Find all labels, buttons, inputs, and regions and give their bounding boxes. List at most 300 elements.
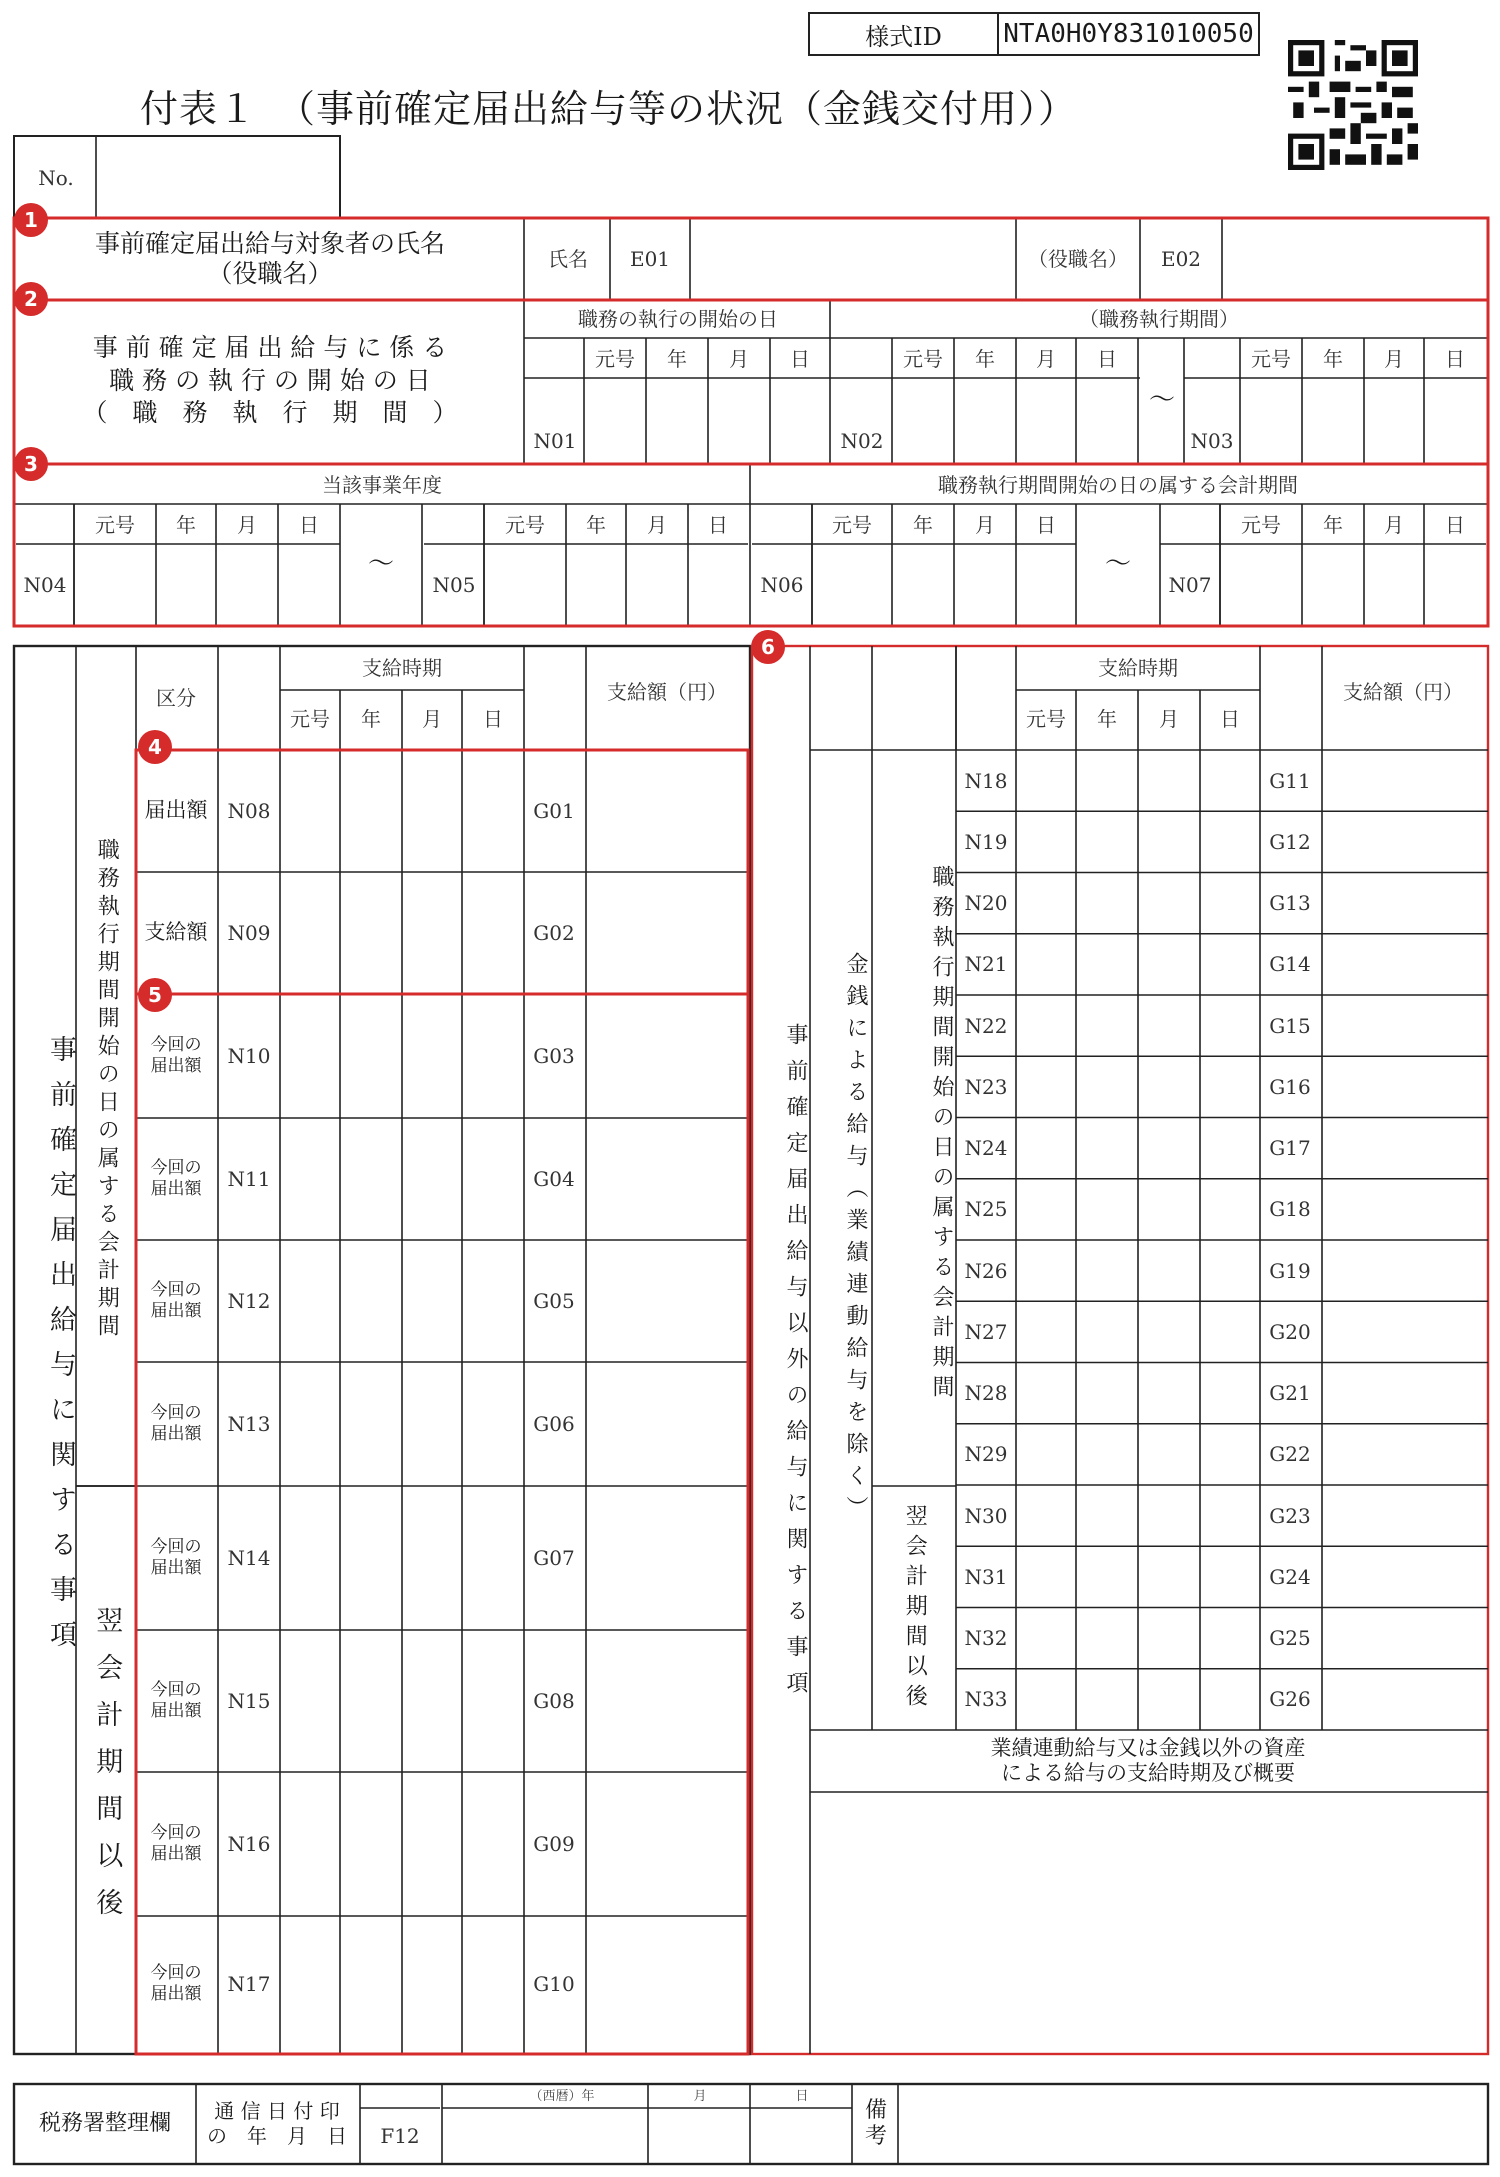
start-date-code-1: N01 (533, 429, 577, 453)
left-row-amount-input[interactable] (586, 1362, 748, 1486)
right-period-next: 翌会計期間以後 (902, 1504, 928, 1714)
right-row-n-code: N26 (964, 1258, 1008, 1283)
badge-5: 5 (138, 978, 172, 1012)
right-row-date-input[interactable] (1016, 1424, 1076, 1485)
right-row-amount-input[interactable] (1322, 1179, 1486, 1240)
right-row-date-input[interactable] (1138, 1669, 1200, 1730)
right-row-amount-input[interactable] (1322, 1669, 1486, 1730)
day-label: 日 (795, 2089, 809, 2105)
left-row-date-input[interactable] (340, 1240, 402, 1362)
left-row-date-input[interactable] (462, 1240, 524, 1362)
date-col-月: 月 (729, 347, 749, 371)
date-col-月: 月 (1384, 347, 1404, 371)
right-payment-time-header: 支給時期 (1098, 656, 1178, 680)
right-row-date-input[interactable] (1016, 811, 1076, 872)
right-row-date-input[interactable] (1138, 750, 1200, 811)
left-row-n-code: N09 (227, 921, 271, 945)
kubun-header: 区分 (156, 686, 196, 710)
right-row-date-input[interactable] (1016, 1179, 1076, 1240)
right-row-g-code: G19 (1269, 1258, 1311, 1283)
right-row-date-input[interactable] (1016, 1056, 1076, 1117)
left-payment-time-header: 支給時期 (362, 656, 442, 680)
date-input[interactable] (1302, 546, 1364, 624)
left-row-date-input[interactable] (340, 872, 402, 994)
left-row-n-code: N16 (227, 1832, 271, 1856)
accounting-period-header: 職務執行期間開始の日の属する会計期間 (938, 473, 1298, 497)
name-input[interactable] (690, 220, 1016, 298)
badge-2: 2 (14, 282, 48, 316)
date-col-元号: 元号 (95, 513, 135, 537)
right-row-date-input[interactable] (1076, 1240, 1138, 1301)
right-row-date-input[interactable] (1200, 750, 1260, 811)
date-input[interactable] (1220, 546, 1302, 624)
left-row-date-input[interactable] (280, 1118, 340, 1240)
right-row-date-input[interactable] (1016, 1608, 1076, 1669)
right-row-n-code: N20 (964, 891, 1008, 916)
left-amount-header: 支給額（円） (607, 680, 727, 704)
date-input[interactable] (1364, 546, 1424, 624)
badge-3: 3 (14, 447, 48, 481)
right-row-date-input[interactable] (1138, 1056, 1200, 1117)
left-row-date-input[interactable] (340, 1630, 402, 1772)
date-input[interactable] (1364, 380, 1424, 462)
date-input[interactable] (626, 546, 688, 624)
date-col-月: 月 (237, 513, 257, 537)
right-row-date-input[interactable] (1076, 1608, 1138, 1669)
right-row-g-code: G12 (1269, 829, 1311, 854)
right-row-date-input[interactable] (1016, 934, 1076, 995)
right-row-g-code: G23 (1269, 1503, 1311, 1528)
date-input[interactable] (892, 546, 954, 624)
right-row-date-input[interactable] (1076, 750, 1138, 811)
right-row-date-input[interactable] (1200, 1669, 1260, 1730)
date-input[interactable] (584, 380, 646, 462)
left-row-kubun: 今回の 届出額 (150, 1962, 202, 2004)
left-row-date-input[interactable] (340, 1772, 402, 1916)
form-id-label: 様式ID (810, 14, 999, 54)
right-row-n-code: N31 (964, 1564, 1008, 1589)
fiscal-code-2: N05 (432, 573, 476, 597)
left-row-amount-input[interactable] (586, 872, 748, 994)
date-input[interactable] (566, 546, 626, 624)
left-row-g-code: G10 (533, 1972, 575, 1996)
right-row-date-input[interactable] (1076, 1485, 1138, 1546)
date-col-年: 年 (913, 513, 933, 537)
left-row-date-input[interactable] (340, 1118, 402, 1240)
right-row-date-input[interactable] (1138, 1363, 1200, 1424)
left-row-amount-input[interactable] (586, 1630, 748, 1772)
office-label: 税務署整理欄 (38, 2110, 171, 2136)
right-row-amount-input[interactable] (1322, 1546, 1486, 1607)
left-date-col: 月 (422, 707, 442, 731)
tilde-separator: ～ (1148, 385, 1175, 416)
date-input[interactable] (770, 380, 830, 462)
date-col-年: 年 (586, 513, 606, 537)
right-row-amount-input[interactable] (1322, 1424, 1486, 1485)
outline-label: 業績連動給与又は金銭以外の資産 による給与の支給時期及び概要 (990, 1735, 1306, 1785)
badge-1: 1 (14, 203, 48, 237)
right-row-date-input[interactable] (1200, 811, 1260, 872)
stamp-code: F12 (380, 2124, 420, 2148)
right-row-date-input[interactable] (1200, 1240, 1260, 1301)
left-row-amount-input[interactable] (586, 750, 748, 872)
fiscal-code-3: N06 (760, 573, 804, 597)
date-col-日: 日 (1445, 347, 1465, 371)
right-row-g-code: G24 (1269, 1564, 1311, 1589)
right-row-amount-input[interactable] (1322, 1363, 1486, 1424)
no-input[interactable] (98, 140, 336, 215)
date-input[interactable] (1240, 380, 1302, 462)
right-row-g-code: G21 (1269, 1381, 1311, 1406)
left-row-kubun: 今回の 届出額 (150, 1679, 202, 1721)
left-row-date-input[interactable] (462, 1362, 524, 1486)
right-row-date-input[interactable] (1076, 1424, 1138, 1485)
date-col-月: 月 (1036, 347, 1056, 371)
right-row-date-input[interactable] (1138, 1179, 1200, 1240)
left-date-col: 元号 (290, 707, 330, 731)
right-row-g-code: G15 (1269, 1013, 1311, 1038)
left-period-current: 職務執行期間開始の日の属する会計期間 (94, 838, 120, 1342)
date-col-年: 年 (176, 513, 196, 537)
right-row-amount-input[interactable] (1322, 1240, 1486, 1301)
left-row-date-input[interactable] (402, 1362, 462, 1486)
left-row-date-input[interactable] (280, 1486, 340, 1630)
start-date-header: 職務の執行の開始の日 (578, 307, 778, 331)
right-row-n-code: N19 (964, 829, 1008, 854)
form-id-value: NTA0H0Y831010050 (1003, 19, 1254, 49)
date-input[interactable] (156, 546, 216, 624)
left-row-date-input[interactable] (280, 1362, 340, 1486)
fiscal-year-header: 当該事業年度 (322, 473, 442, 497)
right-row-date-input[interactable] (1200, 934, 1260, 995)
left-row-date-input[interactable] (462, 1118, 524, 1240)
right-row-amount-input[interactable] (1322, 1056, 1486, 1117)
left-row-g-code: G01 (533, 799, 575, 823)
right-row-amount-input[interactable] (1322, 1608, 1486, 1669)
left-row-date-input[interactable] (280, 872, 340, 994)
right-row-date-input[interactable] (1200, 1424, 1260, 1485)
right-row-date-input[interactable] (1076, 873, 1138, 934)
left-row-date-input[interactable] (340, 750, 402, 872)
fiscal-code-4: N07 (1168, 573, 1212, 597)
right-date-col: 月 (1159, 707, 1179, 731)
left-row-date-input[interactable] (402, 872, 462, 994)
date-col-元号: 元号 (595, 347, 635, 371)
left-row-date-input[interactable] (462, 1630, 524, 1772)
remarks-label: 備 考 (864, 2097, 887, 2149)
right-row-date-input[interactable] (1138, 995, 1200, 1056)
right-row-date-input[interactable] (1138, 1424, 1200, 1485)
right-row-date-input[interactable] (1076, 1546, 1138, 1607)
left-row-kubun: 支給額 (144, 920, 208, 945)
right-row-date-input[interactable] (1076, 1179, 1138, 1240)
position-input[interactable] (1222, 220, 1486, 298)
name-code: E01 (629, 247, 671, 271)
left-row-date-input[interactable] (280, 1916, 340, 2052)
right-row-date-input[interactable] (1076, 811, 1138, 872)
right-date-col: 年 (1097, 707, 1117, 731)
date-input[interactable] (1076, 380, 1138, 462)
right-row-date-input[interactable] (1016, 873, 1076, 934)
date-col-年: 年 (667, 347, 687, 371)
left-row-date-input[interactable] (402, 1772, 462, 1916)
right-row-date-input[interactable] (1076, 1363, 1138, 1424)
left-row-kubun: 今回の 届出額 (150, 1157, 202, 1199)
right-row-g-code: G20 (1269, 1319, 1311, 1344)
date-input[interactable] (688, 546, 748, 624)
right-amount-header: 支給額（円） (1343, 680, 1463, 704)
left-row-date-input[interactable] (280, 1772, 340, 1916)
date-col-年: 年 (1323, 347, 1343, 371)
date-col-年: 年 (1323, 513, 1343, 537)
date-input[interactable] (1016, 380, 1076, 462)
left-row-kubun: 届出額 (144, 798, 208, 823)
left-row-amount-input[interactable] (586, 1916, 748, 2052)
left-row-date-input[interactable] (280, 1240, 340, 1362)
left-row-kubun: 今回の 届出額 (150, 1279, 202, 1321)
tilde-separator: ～ (1104, 549, 1131, 580)
left-row-date-input[interactable] (402, 750, 462, 872)
right-row-g-code: G25 (1269, 1626, 1311, 1651)
form-title: 付表１ （事前確定届出給与等の状況（金銭交付用）） (140, 87, 1078, 131)
left-row-date-input[interactable] (280, 994, 340, 1118)
left-row-date-input[interactable] (462, 1916, 524, 2052)
date-col-日: 日 (708, 513, 728, 537)
right-row-amount-input[interactable] (1322, 811, 1486, 872)
right-row-date-input[interactable] (1076, 1301, 1138, 1362)
position-code: E02 (1160, 247, 1202, 271)
left-row-date-input[interactable] (462, 1772, 524, 1916)
right-row-n-code: N22 (964, 1013, 1008, 1038)
date-col-月: 月 (647, 513, 667, 537)
left-row-n-code: N08 (227, 799, 271, 823)
right-row-amount-input[interactable] (1322, 873, 1486, 934)
right-row-date-input[interactable] (1200, 1363, 1260, 1424)
date-input[interactable] (1424, 380, 1486, 462)
date-col-月: 月 (1384, 513, 1404, 537)
left-row-date-input[interactable] (340, 1362, 402, 1486)
right-row-g-code: G11 (1269, 768, 1311, 793)
right-row-amount-input[interactable] (1322, 995, 1486, 1056)
date-col-元号: 元号 (832, 513, 872, 537)
right-row-date-input[interactable] (1016, 750, 1076, 811)
right-row-date-input[interactable] (1200, 1546, 1260, 1607)
left-row-g-code: G08 (533, 1689, 575, 1713)
right-row-g-code: G16 (1269, 1074, 1311, 1099)
date-input[interactable] (892, 380, 954, 462)
name-label: 氏名 (548, 247, 588, 271)
date-col-日: 日 (299, 513, 319, 537)
left-row-g-code: G03 (533, 1044, 575, 1068)
date-input[interactable] (954, 546, 1016, 624)
fiscal-code-1: N04 (23, 573, 67, 597)
date-input[interactable] (1424, 546, 1486, 624)
date-col-日: 日 (1036, 513, 1056, 537)
right-row-amount-input[interactable] (1322, 1485, 1486, 1546)
stamp-date-input[interactable] (442, 2108, 852, 2162)
date-col-日: 日 (1097, 347, 1117, 371)
date-input[interactable] (484, 546, 566, 624)
left-row-kubun: 今回の 届出額 (150, 1402, 202, 1444)
date-input[interactable] (708, 380, 770, 462)
left-row-amount-input[interactable] (586, 1486, 748, 1630)
right-row-date-input[interactable] (1138, 934, 1200, 995)
date-input[interactable] (812, 546, 892, 624)
section1-label: 事前確定届出給与対象者の氏名 （役職名） (94, 229, 445, 288)
right-row-amount-input[interactable] (1322, 1118, 1486, 1179)
era-label: （西暦）年 (529, 2089, 595, 2105)
date-col-日: 日 (1445, 513, 1465, 537)
right-row-date-input[interactable] (1016, 1301, 1076, 1362)
right-row-date-input[interactable] (1200, 873, 1260, 934)
left-row-n-code: N10 (227, 1044, 271, 1068)
right-row-date-input[interactable] (1016, 1669, 1076, 1730)
left-row-amount-input[interactable] (586, 1240, 748, 1362)
right-row-date-input[interactable] (1076, 1056, 1138, 1117)
left-row-date-input[interactable] (462, 1486, 524, 1630)
left-row-date-input[interactable] (402, 1630, 462, 1772)
left-row-date-input[interactable] (402, 1118, 462, 1240)
right-row-date-input[interactable] (1200, 1056, 1260, 1117)
date-col-月: 月 (975, 513, 995, 537)
right-row-date-input[interactable] (1016, 995, 1076, 1056)
date-col-日: 日 (790, 347, 810, 371)
date-input[interactable] (74, 546, 156, 624)
right-date-col: 日 (1220, 707, 1240, 731)
right-row-date-input[interactable] (1016, 1240, 1076, 1301)
right-row-amount-input[interactable] (1322, 750, 1486, 811)
left-row-g-code: G06 (533, 1412, 575, 1436)
right-row-n-code: N33 (964, 1687, 1008, 1712)
right-row-n-code: N24 (964, 1136, 1008, 1161)
right-row-date-input[interactable] (1016, 1363, 1076, 1424)
left-row-kubun: 今回の 届出額 (150, 1536, 202, 1578)
left-row-n-code: N13 (227, 1412, 271, 1436)
date-col-年: 年 (975, 347, 995, 371)
left-row-date-input[interactable] (280, 750, 340, 872)
left-row-date-input[interactable] (340, 994, 402, 1118)
left-row-amount-input[interactable] (586, 994, 748, 1118)
left-row-g-code: G02 (533, 921, 575, 945)
right-row-date-input[interactable] (1016, 1118, 1076, 1179)
outline-input[interactable] (810, 1792, 1486, 2052)
right-row-amount-input[interactable] (1322, 934, 1486, 995)
left-row-g-code: G07 (533, 1546, 575, 1570)
date-col-元号: 元号 (903, 347, 943, 371)
left-row-kubun: 今回の 届出額 (150, 1822, 202, 1864)
right-row-date-input[interactable] (1138, 1608, 1200, 1669)
left-date-col: 日 (483, 707, 503, 731)
right-row-n-code: N27 (964, 1319, 1008, 1344)
left-row-n-code: N12 (227, 1289, 271, 1313)
left-row-amount-input[interactable] (586, 1118, 748, 1240)
stamp-label: 通 信 日 付 印 の 年 月 日 (207, 2099, 347, 2148)
left-row-date-input[interactable] (402, 1916, 462, 2052)
remarks-input[interactable] (900, 2086, 1486, 2162)
left-row-date-input[interactable] (340, 1916, 402, 2052)
badge-4: 4 (138, 730, 172, 764)
date-input[interactable] (1016, 546, 1076, 624)
left-row-g-code: G09 (533, 1832, 575, 1856)
right-row-date-input[interactable] (1138, 811, 1200, 872)
right-row-date-input[interactable] (1016, 1546, 1076, 1607)
month-label: 月 (693, 2089, 707, 2105)
start-date-code-3: N03 (1190, 429, 1234, 453)
right-row-date-input[interactable] (1016, 1485, 1076, 1546)
right-row-date-input[interactable] (1076, 995, 1138, 1056)
right-row-n-code: N29 (964, 1442, 1008, 1467)
tilde-separator: ～ (367, 549, 394, 580)
start-date-code-2: N02 (840, 429, 884, 453)
right-row-n-code: N30 (964, 1503, 1008, 1528)
left-row-g-code: G05 (533, 1289, 575, 1313)
right-row-n-code: N23 (964, 1074, 1008, 1099)
right-row-date-input[interactable] (1076, 1118, 1138, 1179)
left-date-col: 年 (361, 707, 381, 731)
right-row-date-input[interactable] (1138, 1240, 1200, 1301)
left-side-title: 事前確定届出給与に関する事項 (45, 1035, 76, 1665)
right-row-amount-input[interactable] (1322, 1301, 1486, 1362)
date-col-元号: 元号 (1241, 513, 1281, 537)
right-row-date-input[interactable] (1200, 1608, 1260, 1669)
right-row-date-input[interactable] (1200, 1118, 1260, 1179)
left-row-n-code: N11 (227, 1167, 271, 1191)
left-row-date-input[interactable] (280, 1630, 340, 1772)
right-row-g-code: G14 (1269, 952, 1311, 977)
right-row-date-input[interactable] (1138, 1546, 1200, 1607)
date-input[interactable] (646, 380, 708, 462)
left-row-date-input[interactable] (340, 1486, 402, 1630)
left-row-date-input[interactable] (462, 994, 524, 1118)
right-row-g-code: G17 (1269, 1136, 1311, 1161)
left-row-n-code: N14 (227, 1546, 271, 1570)
left-row-amount-input[interactable] (586, 1772, 748, 1916)
left-row-date-input[interactable] (402, 1486, 462, 1630)
right-row-date-input[interactable] (1076, 1669, 1138, 1730)
left-row-date-input[interactable] (462, 872, 524, 994)
right-date-col: 元号 (1026, 707, 1066, 731)
right-row-date-input[interactable] (1200, 1179, 1260, 1240)
right-period-current: 職務執行期間開始の日の属する会計期間 (929, 865, 954, 1405)
right-row-date-input[interactable] (1200, 995, 1260, 1056)
right-row-g-code: G13 (1269, 891, 1311, 916)
date-input[interactable] (1302, 380, 1364, 462)
left-row-kubun: 今回の 届出額 (150, 1034, 202, 1076)
right-row-date-input[interactable] (1138, 1301, 1200, 1362)
right-row-date-input[interactable] (1138, 1485, 1200, 1546)
right-row-date-input[interactable] (1138, 873, 1200, 934)
section2-label: 事 前 確 定 届 出 給 与 に 係 る 職 務 の 執 行 の 開 始 の 日 （ 職 務 執 行 期 間 ） (82, 333, 458, 428)
left-row-date-input[interactable] (402, 1240, 462, 1362)
left-row-g-code: G04 (533, 1167, 575, 1191)
right-row-n-code: N28 (964, 1381, 1008, 1406)
left-row-n-code: N17 (227, 1972, 271, 1996)
right-kind: 金銭による給与（業績連動給与を除く） (843, 952, 868, 1528)
date-input[interactable] (954, 380, 1016, 462)
right-side-title: 事前確定届出給与以外の給与に関する事項 (783, 1023, 808, 1707)
left-row-date-input[interactable] (402, 994, 462, 1118)
right-row-date-input[interactable] (1200, 1301, 1260, 1362)
right-row-date-input[interactable] (1076, 934, 1138, 995)
date-input[interactable] (278, 546, 340, 624)
right-row-n-code: N25 (964, 1197, 1008, 1222)
right-row-date-input[interactable] (1200, 1485, 1260, 1546)
right-row-date-input[interactable] (1138, 1118, 1200, 1179)
left-row-date-input[interactable] (462, 750, 524, 872)
date-input[interactable] (216, 546, 278, 624)
left-row-n-code: N15 (227, 1689, 271, 1713)
right-row-g-code: G26 (1269, 1687, 1311, 1712)
